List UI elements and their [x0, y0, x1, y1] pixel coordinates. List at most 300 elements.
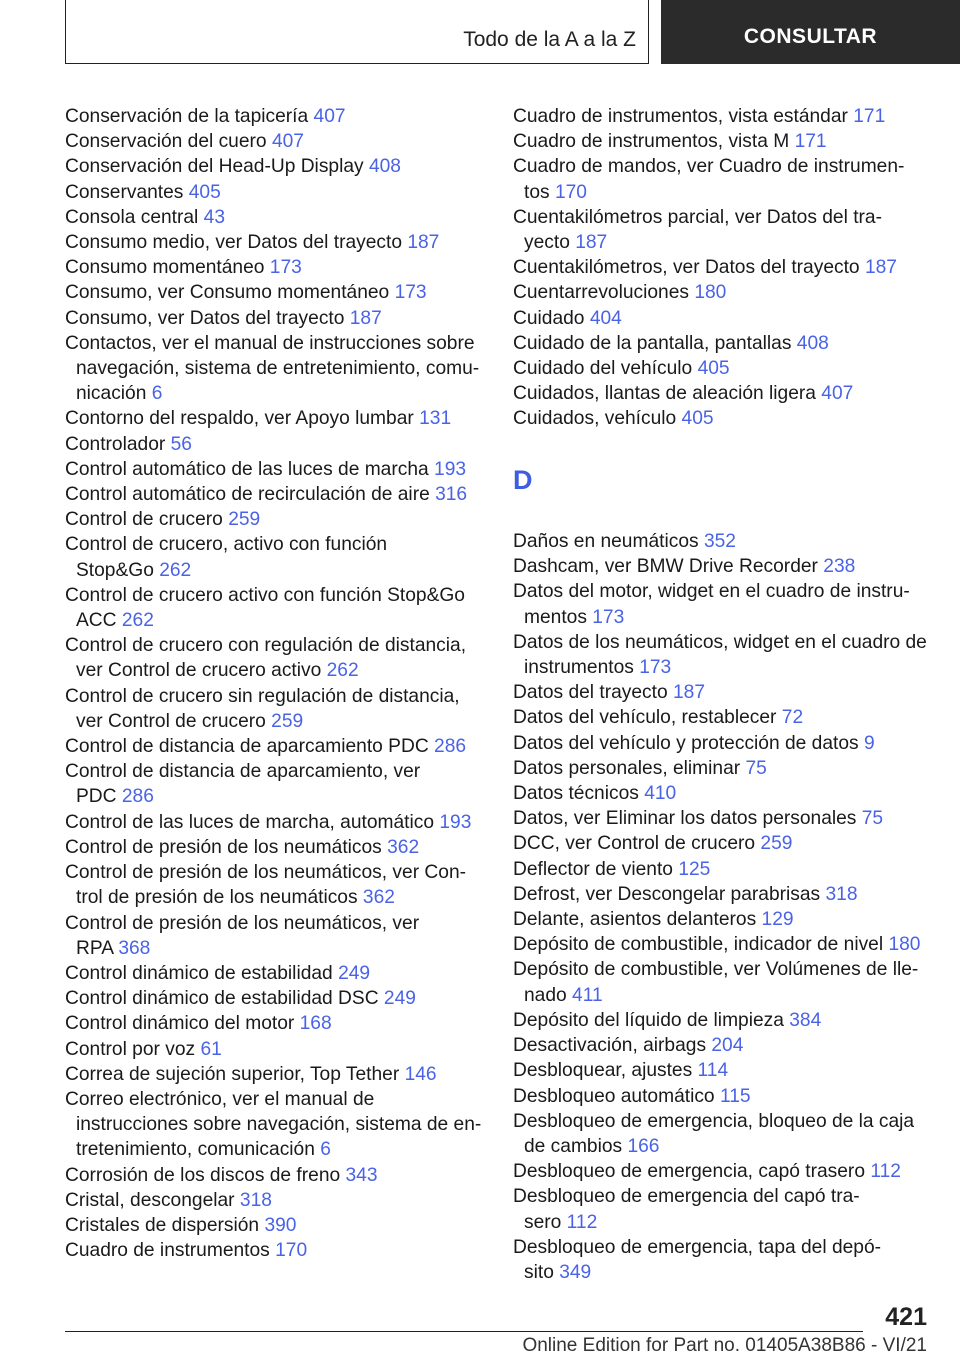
index-entry-line [65, 784, 485, 809]
page-reference-link[interactable]: 129 [761, 909, 794, 931]
page-reference-link[interactable]: 171 [794, 131, 827, 153]
index-entry-text: instrucciones sobre navegación, sistema de en- [76, 1114, 482, 1136]
index-entry-line [513, 957, 933, 982]
page-reference-link[interactable]: 407 [313, 106, 346, 127]
index-entry-text: Consumo momentáneo [65, 257, 265, 279]
index-entry-text: Datos técnicos [513, 783, 639, 805]
page-reference-link[interactable]: 262 [159, 559, 192, 581]
index-entry-line [65, 154, 485, 179]
index-entry-text: Desbloqueo automático [513, 1085, 715, 1107]
page-reference-link[interactable]: 407 [271, 131, 304, 153]
page-reference-link[interactable]: 193 [434, 458, 467, 480]
index-entry-line [65, 1188, 485, 1213]
index-entry-text: Cuadro de mandos, ver Cuadro de instrumen- [513, 156, 905, 178]
index-entry-line [513, 882, 933, 907]
page-reference-link[interactable]: 349 [559, 1261, 592, 1283]
index-entry [65, 331, 485, 407]
index-entry-text: Contorno del respaldo, ver Apoyo lumbar [65, 408, 414, 430]
index-entry-text: Defrost, ver Descongelar parabrisas [513, 883, 821, 905]
page-reference-link[interactable]: 286 [434, 736, 467, 758]
index-entry-line [65, 658, 485, 683]
index-entry-line [513, 1134, 933, 1159]
index-entry-text: Cuadro de instrumentos, vista estándar [513, 106, 848, 127]
page-reference-link[interactable]: 61 [200, 1038, 222, 1060]
index-entry [513, 680, 933, 705]
index-entry-line [513, 932, 933, 957]
index-entry-line [65, 759, 485, 784]
index-entry-text: Desbloqueo de emergencia, capó trasero [513, 1161, 865, 1183]
index-entry-line [513, 831, 933, 856]
index-entry-line [513, 579, 933, 604]
index-entry-text: Control dinámico del motor [65, 1013, 295, 1035]
index-entry-line [65, 306, 485, 331]
page-reference-link[interactable]: 259 [228, 509, 261, 531]
page-reference-link[interactable]: 6 [151, 383, 163, 405]
index-entry [65, 532, 485, 582]
index-entry-text: Datos personales, eliminar [513, 757, 741, 779]
index-entry-line [513, 306, 933, 331]
index-entry-line [65, 255, 485, 280]
index-entry-text: Consumo medio, ver Datos del trayecto [65, 232, 402, 254]
index-entry [513, 781, 933, 806]
index-entry-line [65, 230, 485, 255]
index-entry [513, 957, 933, 1007]
index-entry-text: Control de las luces de marcha, automático [65, 811, 435, 833]
index-entry-line [513, 655, 933, 680]
index-entry-text: Cuentakilómetros, ver Datos del trayecto [513, 257, 860, 279]
page-reference-link[interactable]: 318 [239, 1189, 272, 1211]
index-entry [513, 857, 933, 882]
index-entry-text: navegación, sistema de entretenimiento, comu- [76, 358, 480, 380]
tab-label: CONSULTAR [743, 25, 878, 48]
index-entry-text: trol de presión de los neumáticos [76, 887, 358, 909]
index-entry-line [513, 280, 933, 305]
index-entry-text: Correo electrónico, ver el manual de [65, 1088, 375, 1110]
page-reference-link[interactable]: 173 [639, 657, 672, 679]
index-entry-line [65, 885, 485, 910]
index-entry-text: Datos de los neumáticos, widget en el cuadro de [513, 631, 927, 653]
index-entry-text: sero [524, 1211, 562, 1233]
index-list-left [65, 104, 485, 1263]
index-entry [65, 406, 485, 431]
index-entry-line [513, 1159, 933, 1184]
index-entry [513, 1159, 933, 1184]
page-reference-link[interactable]: 125 [678, 858, 711, 880]
page-reference-link[interactable]: 405 [681, 408, 714, 430]
index-entry-line [513, 406, 933, 431]
index-entry-line [513, 331, 933, 356]
page-reference-link[interactable]: 384 [789, 1009, 822, 1031]
index-entry-line [513, 605, 933, 630]
index-entry [513, 579, 933, 629]
page-reference-link[interactable]: 262 [121, 610, 154, 632]
page-reference-link[interactable]: 286 [121, 786, 154, 808]
index-entry [65, 684, 485, 734]
index-entry-line [513, 806, 933, 831]
index-entry [65, 507, 485, 532]
index-entry-text: Control de presión de los neumáticos, ver Con- [65, 862, 467, 884]
page-reference-link[interactable]: 410 [644, 783, 677, 805]
index-entry-line [65, 532, 485, 557]
index-entry-text: Desbloquear, ajustes [513, 1060, 693, 1082]
index-entry-text: Control automático de las luces de marcha [65, 458, 429, 480]
section-letter-d: D [513, 464, 533, 495]
index-entry-text: Desbloqueo de emergencia, tapa del depó- [513, 1236, 882, 1258]
index-entry [65, 205, 485, 230]
page-reference-link[interactable]: 362 [387, 836, 420, 858]
index-entry-line [65, 810, 485, 835]
index-entry-text: Cuidado de la pantalla, pantallas [513, 332, 792, 354]
index-entry-line [513, 255, 933, 280]
index-entry [65, 986, 485, 1011]
page-reference-link[interactable]: 112 [566, 1211, 598, 1233]
index-entry [513, 104, 933, 129]
index-entry-line [65, 911, 485, 936]
index-entry-text: Cuentarrevoluciones [513, 282, 689, 304]
index-entry-line [65, 633, 485, 658]
page-reference-link[interactable]: 259 [760, 833, 793, 855]
index-entry-line [65, 457, 485, 482]
page-reference-link[interactable]: 249 [338, 962, 371, 984]
index-entry-text: Control de presión de los neumáticos, ver [65, 912, 420, 934]
index-entry [513, 1033, 933, 1058]
index-entry-line [65, 583, 485, 608]
index-entry-text: instrumentos [524, 657, 634, 679]
index-entry [65, 154, 485, 179]
index-entry [513, 306, 933, 331]
index-entry-line [513, 529, 933, 554]
page-reference-link[interactable]: 249 [383, 988, 416, 1010]
index-entry-text: sito [524, 1261, 554, 1283]
index-entry-line [513, 104, 933, 129]
index-entry [65, 1188, 485, 1213]
index-entry-line [65, 1137, 485, 1162]
index-entry-line [513, 1084, 933, 1109]
page-reference-link[interactable]: 368 [118, 937, 151, 959]
index-entry-line [65, 507, 485, 532]
page-reference-link[interactable]: 75 [861, 808, 884, 830]
index-entry-line [513, 356, 933, 381]
index-entry [65, 457, 485, 482]
page-reference-link[interactable]: 173 [269, 257, 302, 279]
page-reference-link[interactable]: 170 [554, 181, 587, 203]
page-reference-link[interactable]: 187 [864, 257, 897, 279]
page-reference-link[interactable]: 115 [719, 1085, 751, 1107]
page-reference-link[interactable]: 362 [362, 887, 395, 909]
index-entry-text: Desbloqueo de emergencia, bloqueo de la caja [513, 1110, 915, 1132]
page-reference-link[interactable]: 9 [863, 732, 875, 754]
index-entry-text: Cuidado [513, 307, 585, 329]
page-reference-link[interactable]: 146 [404, 1063, 437, 1085]
index-entry-text: RPA [76, 937, 113, 959]
index-entry-text: Control de distancia de aparcamiento PDC [65, 736, 429, 758]
index-entry-line [65, 608, 485, 633]
index-entry-text: yecto [524, 232, 570, 254]
index-entry [65, 835, 485, 860]
index-entry-text: Correa de sujeción superior, Top Tether [65, 1063, 400, 1085]
page-reference-link[interactable]: 72 [781, 707, 804, 729]
index-entry-line [65, 1238, 485, 1263]
index-entry-text: nado [524, 984, 567, 1006]
index-entry-text: ver Control de crucero [76, 710, 266, 732]
index-entry-text: Dashcam, ver BMW Drive Recorder [513, 556, 818, 578]
index-entry-line [65, 860, 485, 885]
index-entry-line [513, 1210, 933, 1235]
index-entry-text: Desbloqueo de emergencia del capó tra- [513, 1186, 860, 1208]
index-entry-text: tretenimiento, comunicación [76, 1139, 315, 1161]
index-entry-text: Control automático de recirculación de aire [65, 484, 430, 506]
index-entry-text: Corrosión de los discos de freno [65, 1164, 341, 1186]
index-entry [513, 806, 933, 831]
index-entry-text: Depósito de combustible, indicador de nivel [513, 934, 884, 956]
index-entry [513, 331, 933, 356]
index-entry-line [65, 684, 485, 709]
index-entry [513, 882, 933, 907]
page-reference-link[interactable]: 187 [407, 232, 440, 254]
index-entry-text: Cuidados, llantas de aleación ligera [513, 383, 816, 405]
page-reference-link[interactable]: 407 [821, 383, 854, 405]
index-entry-text: mentos [524, 606, 587, 628]
index-entry-line [65, 406, 485, 431]
index-entry-line [65, 961, 485, 986]
index-entry [65, 633, 485, 683]
index-entry-line [65, 180, 485, 205]
page-reference-link[interactable]: 187 [673, 682, 706, 704]
index-entry-text: Controlador [65, 433, 166, 455]
index-entry-line [513, 705, 933, 730]
page-reference-link[interactable]: 171 [853, 106, 886, 127]
index-entry-line [65, 482, 485, 507]
index-entry-line [513, 857, 933, 882]
index-entry-text: Datos del trayecto [513, 682, 668, 704]
index-entry [65, 230, 485, 255]
index-entry [65, 1238, 485, 1263]
index-entry-line [513, 756, 933, 781]
index-entry-text: Deflector de viento [513, 858, 673, 880]
index-column-left [65, 104, 485, 1263]
page-reference-link[interactable]: 166 [627, 1135, 660, 1157]
index-entry-line [65, 381, 485, 406]
index-entry-line [65, 1213, 485, 1238]
index-entry [65, 180, 485, 205]
index-entry-line [65, 558, 485, 583]
index-entry-line [65, 1112, 485, 1137]
index-entry [65, 860, 485, 910]
page-reference-link[interactable]: 6 [320, 1139, 331, 1161]
index-entry-line [65, 331, 485, 356]
index-entry [513, 756, 933, 781]
page-reference-link[interactable]: 259 [271, 710, 304, 732]
index-entry-text: PDC [76, 786, 117, 808]
index-entry-line [513, 680, 933, 705]
index-entry [513, 381, 933, 406]
index-entry [65, 255, 485, 280]
index-entry-text: nicación [76, 383, 147, 405]
index-entry-text: Cristal, descongelar [65, 1189, 235, 1211]
index-entry-line [65, 936, 485, 961]
index-list-d [513, 529, 933, 1285]
index-entry [65, 280, 485, 305]
index-entry-text: Control de crucero, activo con función [65, 534, 388, 556]
index-entry [513, 205, 933, 255]
index-entry [513, 1084, 933, 1109]
page-reference-link[interactable]: 318 [825, 883, 858, 905]
page-reference-link[interactable]: 112 [870, 1161, 901, 1183]
index-entry-text: tos [524, 181, 550, 203]
page-reference-link[interactable]: 168 [299, 1013, 332, 1035]
page-reference-link[interactable]: 411 [572, 984, 603, 1006]
index-entry-text: ACC [76, 610, 117, 632]
index-entry [65, 961, 485, 986]
index-entry-text: Conservación del cuero [65, 131, 267, 153]
index-entry-line [65, 1011, 485, 1036]
index-entry-line [65, 1062, 485, 1087]
index-entry-line [513, 983, 933, 1008]
header-frame [65, 0, 649, 64]
index-entry [513, 1008, 933, 1033]
index-entry-line [513, 180, 933, 205]
page-reference-link[interactable]: 170 [275, 1240, 308, 1262]
index-entry [513, 1058, 933, 1083]
index-entry-line [65, 734, 485, 759]
index-entry-text: Datos del motor, widget en el cuadro de instru- [513, 581, 910, 603]
index-entry-text: Datos del vehículo y protección de datos [513, 732, 859, 754]
page-reference-link[interactable]: 56 [170, 433, 192, 455]
index-entry-line [513, 129, 933, 154]
index-entry-line [65, 835, 485, 860]
index-entry-text: Conservación de la tapicería [65, 106, 309, 127]
index-entry [513, 831, 933, 856]
page-reference-link[interactable]: 316 [435, 484, 468, 506]
index-entry-text: Conservantes [65, 181, 184, 203]
index-entry [513, 705, 933, 730]
page-reference-link[interactable]: 180 [888, 934, 921, 956]
index-entry [513, 1184, 933, 1234]
index-entry [513, 932, 933, 957]
index-entry [513, 907, 933, 932]
index-entry-line [513, 554, 933, 579]
index-entry-text: Cuentakilómetros parcial, ver Datos del tra- [513, 206, 882, 228]
index-entry-line [513, 1109, 933, 1134]
index-entry-text: Control de distancia de aparcamiento, ver [65, 761, 421, 783]
index-entry [513, 356, 933, 381]
page-reference-link[interactable]: 187 [349, 307, 382, 329]
page-reference-link[interactable]: 193 [439, 811, 472, 833]
index-entry-text: Desactivación, airbags [513, 1035, 707, 1057]
index-entry-text: Consola central [65, 206, 199, 228]
index-entry-text: de cambios [524, 1135, 623, 1157]
page-reference-link[interactable]: 204 [711, 1035, 744, 1057]
page-reference-link[interactable]: 173 [592, 606, 625, 628]
index-entry [65, 482, 485, 507]
index-entry-line [65, 1163, 485, 1188]
index-entry-text: Control de crucero sin regulación de distancia, [65, 685, 460, 707]
index-entry-line [513, 731, 933, 756]
index-entry [65, 759, 485, 809]
index-entry-text: Cuidado del vehículo [513, 358, 693, 380]
index-entry-text: Control de crucero con regulación de distancia, [65, 635, 467, 657]
index-entry-text: Cuadro de instrumentos [65, 1240, 270, 1262]
index-entry-line [513, 230, 933, 255]
index-entry-line [513, 907, 933, 932]
index-entry [65, 1213, 485, 1238]
index-entry-text: Control de crucero activo con función Stop&Go [65, 584, 465, 606]
index-entry-text: Control dinámico de estabilidad DSC [65, 988, 379, 1010]
index-entry [513, 280, 933, 305]
index-entry [65, 911, 485, 961]
index-entry-line [513, 630, 933, 655]
index-list-c [513, 104, 933, 432]
index-entry [513, 554, 933, 579]
index-entry-line [65, 356, 485, 381]
index-entry-line [65, 280, 485, 305]
index-entry [513, 529, 933, 554]
page-reference-link[interactable]: 408 [368, 156, 401, 178]
page-reference-link[interactable]: 352 [703, 531, 736, 553]
index-entry-line [513, 1058, 933, 1083]
index-column-right [513, 104, 933, 1285]
page-reference-link[interactable]: 238 [823, 556, 856, 578]
index-entry-line [65, 104, 485, 129]
index-entry-line [513, 381, 933, 406]
index-entry-text: Depósito del líquido de limpieza [513, 1009, 784, 1031]
index-entry-line [65, 709, 485, 734]
page-reference-link[interactable]: 180 [694, 282, 727, 304]
index-entry-text: Cuadro de instrumentos, vista M [513, 131, 790, 153]
index-entry-text: Control por voz [65, 1038, 196, 1060]
index-entry [65, 432, 485, 457]
index-entry-line [65, 1087, 485, 1112]
index-entry [65, 1037, 485, 1062]
index-entry [513, 129, 933, 154]
page-reference-link[interactable]: 405 [188, 181, 221, 203]
index-entry-text: Conservación del Head-Up Display [65, 156, 364, 178]
consultar-tab[interactable] [661, 0, 960, 64]
page-reference-link[interactable]: 404 [589, 307, 622, 329]
index-entry-text: Datos, ver Eliminar los datos personales [513, 808, 857, 830]
index-entry-line [513, 1033, 933, 1058]
index-entry-line [513, 1008, 933, 1033]
page-reference-link[interactable]: 390 [264, 1214, 297, 1236]
index-entry-text: Cristales de dispersión [65, 1214, 260, 1236]
page-reference-link[interactable]: 173 [394, 282, 427, 304]
index-entry [65, 1087, 485, 1163]
page-reference-link[interactable]: 187 [575, 232, 608, 254]
footer-divider [65, 1331, 863, 1332]
index-entry-text: ver Control de crucero activo [76, 660, 322, 682]
index-entry-line [65, 986, 485, 1011]
page-reference-link[interactable]: 408 [796, 332, 829, 354]
page-reference-link[interactable]: 75 [745, 757, 767, 779]
page-reference-link[interactable]: 114 [697, 1060, 729, 1082]
page-reference-link[interactable]: 262 [326, 660, 359, 682]
index-entry [65, 1011, 485, 1036]
page-reference-link[interactable]: 343 [345, 1164, 378, 1186]
index-entry [65, 129, 485, 154]
page-reference-link[interactable]: 405 [697, 358, 730, 380]
index-entry [65, 810, 485, 835]
index-entry-line [65, 432, 485, 457]
index-entry [513, 154, 933, 204]
page-reference-link[interactable]: 43 [203, 206, 226, 228]
index-entry-text: Stop&Go [76, 559, 154, 581]
page-reference-link[interactable]: 131 [419, 408, 452, 430]
edition-text: Online Edition for Part no. 01405A38B86 - VI/21 [522, 1335, 927, 1356]
index-entry-text: Consumo, ver Consumo momentáneo [65, 282, 390, 304]
index-entry [65, 1163, 485, 1188]
index-entry [513, 731, 933, 756]
section-label: Todo de la A a la Z [463, 28, 636, 51]
